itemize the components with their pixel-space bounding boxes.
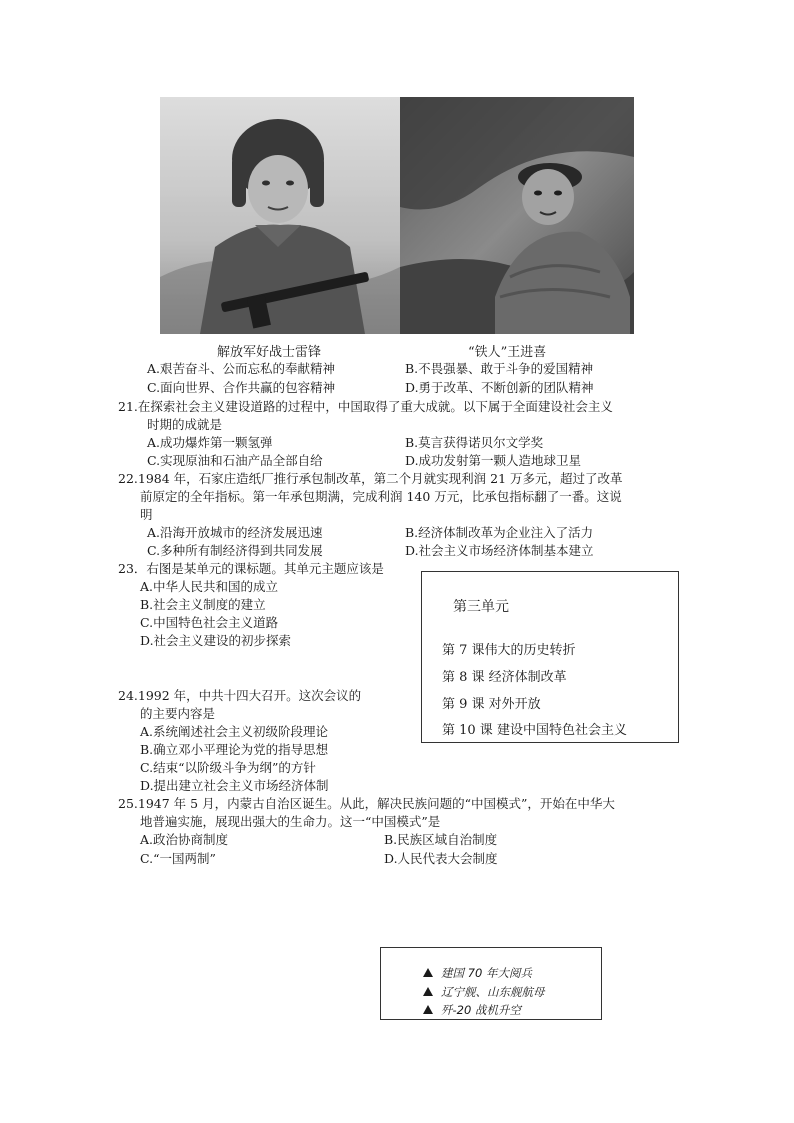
caption-lei-feng: 解放军好战士雷锋: [217, 345, 322, 360]
photo-wang-jinxi: [400, 97, 634, 334]
achievements-box: [380, 947, 602, 1020]
q21-option-b: B.莫言获得诺贝尔文学奖: [405, 435, 544, 450]
q24-option-d: D.提出建立社会主义市场经济体制: [140, 778, 329, 793]
q25-stem-line1: 25.1947 年 5 月，内蒙古自治区诞生。从此，解决民族问题的“中国模式”，开始在中华大: [118, 796, 615, 811]
photo-lei-feng: [160, 97, 400, 334]
q25-option-a: A.政治协商制度: [140, 832, 229, 847]
caption-wang-jinxi: “铁人”王进喜: [468, 345, 547, 360]
q23-option-d: D.社会主义建设的初步探索: [140, 633, 292, 648]
achievement-item-3: [423, 1002, 521, 1018]
achievement-label-2: 辽宁舰、山东舰航母: [441, 985, 545, 999]
q20-option-c: C.面向世界、合作共赢的包容精神: [147, 380, 336, 395]
q25-option-c: C.“一国两制”: [140, 851, 216, 866]
q21-stem-line2: 时期的成就是: [147, 417, 223, 432]
q20-option-b: B.不畏强暴、敢于斗争的爱国精神: [405, 361, 594, 376]
q24-option-c: C.结束“以阶级斗争为纲”的方针: [140, 760, 316, 775]
q20-option-a: A.艰苦奋斗、公而忘私的奉献精神: [147, 361, 336, 376]
wang-jinxi-illustration: [400, 97, 634, 334]
triangle-bullet-icon: [423, 1005, 433, 1014]
q24-option-a: A.系统阐述社会主义初级阶段理论: [140, 724, 329, 739]
q21-option-d: D.成功发射第一颗人造地球卫星: [405, 453, 582, 468]
q21-option-c: C.实现原油和石油产品全部自给: [147, 453, 323, 468]
achievement-label-1: 建国 70 年大阅兵: [441, 966, 532, 980]
achievement-item-2: [423, 984, 545, 1000]
q25-option-d: D.人民代表大会制度: [384, 851, 498, 866]
q23-option-a: A.中华人民共和国的成立: [140, 579, 279, 594]
q22-option-c: C.多种所有制经济得到共同发展: [147, 543, 323, 558]
lesson-7: 第 7 课伟大的历史转折: [442, 643, 576, 658]
q20-option-d: D.勇于改革、不断创新的团队精神: [405, 380, 594, 395]
q22-stem-line3: 明: [140, 507, 153, 522]
q21-option-a: A.成功爆炸第一颗氢弹: [147, 435, 273, 450]
q22-option-d: D.社会主义市场经济体制基本建立: [405, 543, 594, 558]
q23-option-c: C.中国特色社会主义道路: [140, 615, 279, 630]
q24-option-b: B.确立邓小平理论为党的指导思想: [140, 742, 329, 757]
q22-stem-line2: 前原定的全年指标。第一年承包期满，完成利润 140 万元，比承包指标翻了一番。这说: [140, 489, 622, 504]
triangle-bullet-icon: [423, 968, 433, 977]
q22-stem-line1: 22.1984 年，石家庄造纸厂推行承包制改革，第二个月就实现利润 21 万多元，超过了改革: [118, 471, 623, 486]
achievement-item-1: [423, 965, 532, 981]
lesson-9: 第 9 课 对外开放: [442, 697, 541, 712]
unit-title: 第三单元: [453, 599, 509, 615]
q24-stem-line2: 的主要内容是: [140, 706, 216, 721]
triangle-bullet-icon: [423, 987, 433, 996]
q24-stem-line1: 24.1992 年，中共十四大召开。这次会议的: [118, 688, 362, 703]
q25-option-b: B.民族区域自治制度: [384, 832, 498, 847]
q21-stem-line1: 21.在探索社会主义建设道路的过程中，中国取得了重大成就。以下属于全面建设社会主义: [118, 399, 613, 414]
q23-stem: 23．右图是某单元的课标题。其单元主题应该是: [118, 561, 384, 576]
q25-stem-line2: 地普遍实施，展现出强大的生命力。这一“中国模式”是: [140, 814, 441, 829]
achievement-label-3: 歼-20 战机升空: [441, 1003, 521, 1017]
q22-option-b: B.经济体制改革为企业注入了活力: [405, 525, 594, 540]
unit-lesson-box: [421, 571, 679, 743]
lei-feng-illustration: [160, 97, 400, 334]
lesson-10: 第 10 课 建设中国特色社会主义: [442, 723, 627, 738]
q23-option-b: B.社会主义制度的建立: [140, 597, 266, 612]
lesson-8: 第 8 课 经济体制改革: [442, 670, 567, 685]
q22-option-a: A.沿海开放城市的经济发展迅速: [147, 525, 323, 540]
